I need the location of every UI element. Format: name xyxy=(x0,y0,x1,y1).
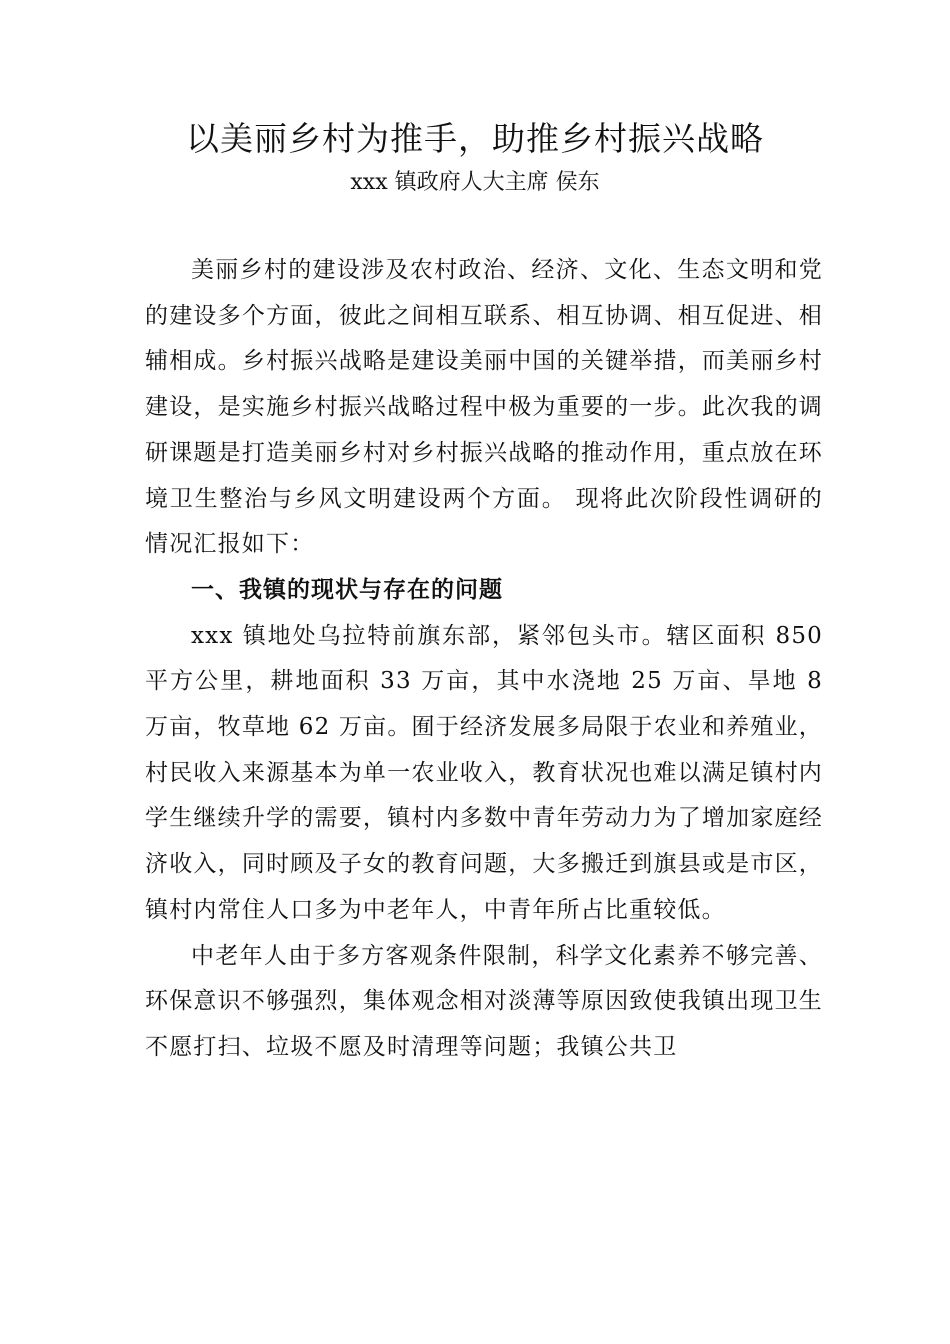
document-title: 以美丽乡村为推手，助推乡村振兴战略 xyxy=(186,119,764,158)
document-body xyxy=(145,248,823,1071)
problem-paragraph: 中老年人由于多方客观条件限制，科学文化素养不够完善、环保意识不够强烈，集体观念相对淡薄等原因致使我镇出现卫生不愿打扫、垃圾不愿及时清理等问题；我镇公共卫 xyxy=(145,942,823,1060)
status-paragraph: xxx 镇地处乌拉特前旗东部，紧邻包头市。辖区面积 850 平方公里，耕地面积 33 万亩，其中水浇地 25 万亩、旱地 8 万亩，牧草地 62 万亩。囿于经济发展多局限于农业和养殖业，村民收入来源基本为单一农业收入，教育状况也难以满足镇村内学生继续升学的需要，镇村内多数中青年劳动力为了增加家庭经济收入，同时顾及子女的教育问题，大多搬迁到旗县或是市区，镇村内常住人口多为中老年人，中青年所占比重较低。 xyxy=(145,622,823,923)
section-heading: 一、我镇的现状与存在的问题 xyxy=(191,576,503,603)
intro-paragraph: 美丽乡村的建设涉及农村政治、经济、文化、生态文明和党的建设多个方面，彼此之间相互联系、相互协调、相互促进、相辅相成。乡村振兴战略是建设美丽中国的关键举措，而美丽乡村建设，是实施乡村振兴战略过程中极为重要的一步。此次我的调研课题是打造美丽乡村对乡村振兴战略的推动作用，重点放在环境卫生整治与乡风文明建设两个方面。 现将此次阶段性调研的情况汇报如下： xyxy=(145,257,823,558)
author-byline: xxx 镇政府人大主席 侯东 xyxy=(350,170,600,195)
